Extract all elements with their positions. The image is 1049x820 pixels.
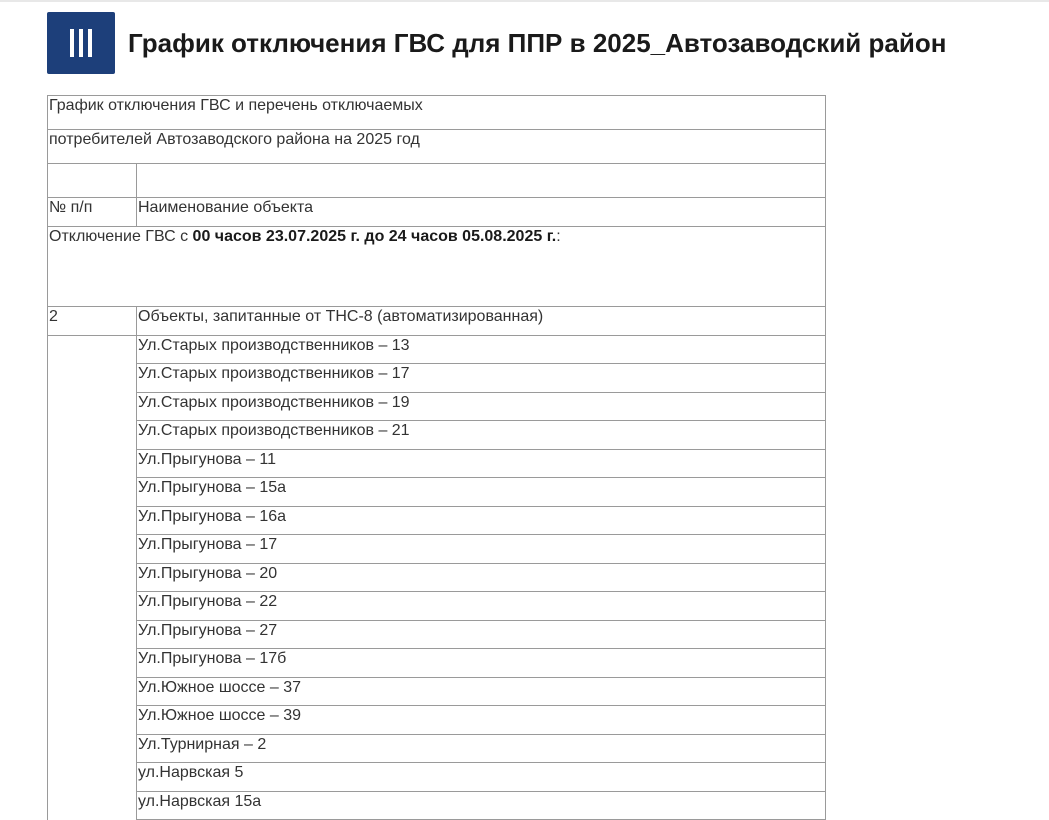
num-cell bbox=[48, 335, 137, 364]
address-cell: Ул.Старых производственников – 17 bbox=[137, 364, 826, 393]
address-cell: Ул.Прыгунова – 17б bbox=[137, 649, 826, 678]
num-cell bbox=[48, 563, 137, 592]
notice-prefix: Отключение ГВС с bbox=[49, 228, 193, 245]
address-cell: Ул.Старых производственников – 13 bbox=[137, 335, 826, 364]
top-divider bbox=[0, 0, 1049, 2]
table-row bbox=[48, 649, 826, 678]
table-row bbox=[48, 592, 826, 621]
table-header-row bbox=[48, 198, 826, 227]
table-row bbox=[48, 563, 826, 592]
table-row bbox=[48, 763, 826, 792]
address-cell: Ул.Прыгунова – 20 bbox=[137, 563, 826, 592]
shutdown-notice bbox=[48, 227, 826, 307]
num-cell bbox=[48, 421, 137, 450]
num-cell bbox=[48, 649, 137, 678]
table-row bbox=[48, 677, 826, 706]
num-cell bbox=[48, 449, 137, 478]
empty-cell bbox=[137, 164, 826, 198]
address-cell: Ул.Южное шоссе – 37 bbox=[137, 677, 826, 706]
address-cell: Ул.Прыгунова – 22 bbox=[137, 592, 826, 621]
notice-period: 00 часов 23.07.2025 г. до 24 часов 05.08.2025 г. bbox=[192, 228, 557, 245]
intro-line-2: потребителей Автозаводского района на 2025 год bbox=[48, 130, 826, 164]
table-row bbox=[48, 620, 826, 649]
notice-suffix: : bbox=[556, 228, 561, 245]
num-cell bbox=[48, 392, 137, 421]
logo-icon[interactable] bbox=[47, 12, 115, 74]
page-header bbox=[47, 12, 946, 74]
address-cell: Ул.Прыгунова – 16а bbox=[137, 506, 826, 535]
table-row bbox=[48, 364, 826, 393]
header-num: № п/п bbox=[48, 198, 137, 227]
table-row bbox=[48, 706, 826, 735]
address-cell: Ул.Прыгунова – 27 bbox=[137, 620, 826, 649]
address-cell: ул.Нарвская 5 bbox=[137, 763, 826, 792]
num-cell bbox=[48, 592, 137, 621]
num-cell bbox=[48, 364, 137, 393]
intro-line-1: График отключения ГВС и перечень отключаемых bbox=[48, 96, 826, 130]
table-row bbox=[48, 307, 826, 336]
table-row bbox=[48, 449, 826, 478]
table-row bbox=[48, 130, 826, 164]
address-cell: Ул.Старых производственников – 21 bbox=[137, 421, 826, 450]
page-title: График отключения ГВС для ППР в 2025_Автозаводский район bbox=[128, 27, 947, 58]
num-cell bbox=[48, 706, 137, 735]
address-cell: Ул.Прыгунова – 17 bbox=[137, 535, 826, 564]
table-row bbox=[48, 227, 826, 307]
num-cell bbox=[48, 791, 137, 820]
num-cell bbox=[48, 763, 137, 792]
table-row bbox=[48, 791, 826, 820]
address-cell: Ул.Старых производственников – 19 bbox=[137, 392, 826, 421]
table-row bbox=[48, 164, 826, 198]
address-cell: Ул.Прыгунова – 11 bbox=[137, 449, 826, 478]
table-row bbox=[48, 335, 826, 364]
num-cell bbox=[48, 506, 137, 535]
num-cell bbox=[48, 535, 137, 564]
empty-cell bbox=[48, 164, 137, 198]
table-row bbox=[48, 506, 826, 535]
num-cell bbox=[48, 677, 137, 706]
group-num: 2 bbox=[48, 307, 137, 336]
num-cell bbox=[48, 734, 137, 763]
num-cell bbox=[48, 620, 137, 649]
table-row bbox=[48, 96, 826, 130]
address-cell: Ул.Южное шоссе – 39 bbox=[137, 706, 826, 735]
table-row bbox=[48, 734, 826, 763]
group-name: Объекты, запитанные от ТНС-8 (автоматизированная) bbox=[137, 307, 826, 336]
header-name: Наименование объекта bbox=[137, 198, 826, 227]
num-cell bbox=[48, 478, 137, 507]
address-cell: Ул.Турнирная – 2 bbox=[137, 734, 826, 763]
address-cell: Ул.Прыгунова – 15а bbox=[137, 478, 826, 507]
table-row bbox=[48, 535, 826, 564]
table-row bbox=[48, 392, 826, 421]
address-cell: ул.Нарвская 15а bbox=[137, 791, 826, 820]
table-row bbox=[48, 421, 826, 450]
schedule-table bbox=[47, 95, 826, 820]
table-row bbox=[48, 478, 826, 507]
